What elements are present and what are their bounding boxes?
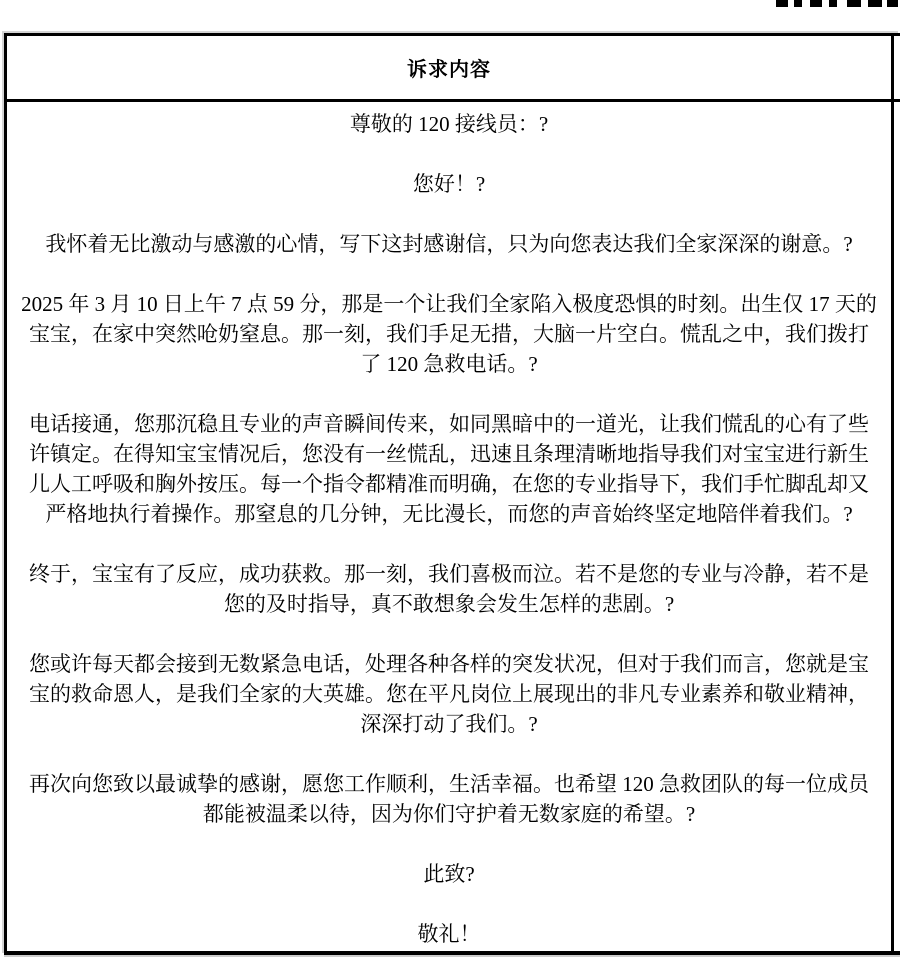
table-header-title: 诉求内容: [407, 59, 491, 81]
letter-closing-cizhi: 此致?: [423, 862, 475, 886]
letter-body-cell: [7, 102, 900, 951]
letter-closing-jingli: 敬礼！: [417, 922, 481, 946]
table-header-row: [7, 36, 900, 102]
letter-paragraph: 电话接通，您那沉稳且专业的声音瞬间传来，如同黑暗中的一道光，让我们慌乱的心有了些许镇定。在得知宝宝情况后，您没有一丝慌乱，迅速且条理清晰地指导我们对宝宝进行新生儿人工呼吸和胸外按压。每一个指令都精准而明确，在您的专业指导下，我们手忙脚乱却又严格地执行着操作。那窒息的几分钟，无比漫长，而您的声音始终坚定地陪伴着我们。?: [29, 412, 869, 526]
letter-paragraph: 您或许每天都会接到无数紧急电话，处理各种各样的突发状况，但对于我们而言，您就是宝宝的救命恩人，是我们全家的大英雄。您在平凡岗位上展现出的非凡专业素养和敬业精神，深深打动了我们。?: [29, 652, 869, 736]
table-column-divider: [891, 36, 894, 951]
complaint-content-table: [4, 33, 900, 955]
letter-paragraph: 我怀着无比激动与感激的心情，写下这封感谢信，只为向您表达我们全家深深的谢意。?: [45, 232, 853, 256]
letter-greeting: 您好！?: [412, 172, 486, 196]
letter-salutation: 尊敬的 120 接线员：?: [349, 112, 549, 136]
cropped-text-fragment: [776, 0, 898, 7]
letter-paragraph: 再次向您致以最诚挚的感谢，愿您工作顺利，生活幸福。也希望 120 急救团队的每一位成员都能被温柔以待，因为你们守护着无数家庭的希望。?: [29, 772, 869, 826]
letter-paragraph: 终于，宝宝有了反应，成功获救。那一刻，我们喜极而泣。若不是您的专业与冷静，若不是您的及时指导，真不敢想象会发生怎样的悲剧。?: [29, 562, 869, 616]
letter-paragraph: 2025 年 3 月 10 日上午 7 点 59 分，那是一个让我们全家陷入极度恐惧的时刻。出生仅 17 天的宝宝，在家中突然呛奶窒息。那一刻，我们手足无措，大脑一片空白。慌乱之中，我们拨打了 120 急救电话。?: [21, 292, 877, 376]
